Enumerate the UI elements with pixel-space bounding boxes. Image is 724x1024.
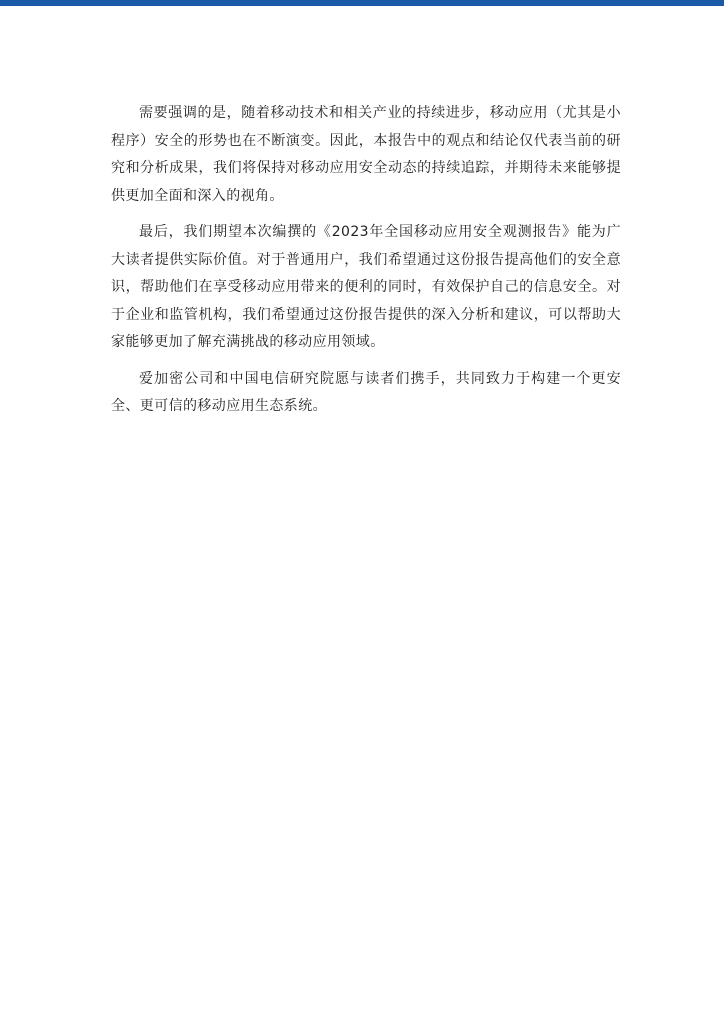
paragraph-emphasis: 需要强调的是，随着移动技术和相关产业的持续进步，移动应用（尤其是小程序）安全的形势也在不断演变。因此，本报告中的观点和结论仅代表当前的研究和分析成果，我们将保持对移动应用安全动态的持续追踪，并期待未来能够提供更加全面和深入的视角。	[111, 105, 621, 204]
document-body	[111, 100, 621, 430]
header-bar	[0, 0, 724, 6]
paragraph-expectation: 最后，我们期望本次编撰的《2023年全国移动应用安全观测报告》能为广大读者提供实际价值。对于普通用户，我们希望通过这份报告提高他们的安全意识，帮助他们在享受移动应用带来的便利的同时，有效保护自己的信息安全。对于企业和监管机构，我们希望通过这份报告提供的深入分析和建议，可以帮助大家能够更加了解充满挑战的移动应用领域。	[111, 224, 621, 350]
paragraph-closing: 爱加密公司和中国电信研究院愿与读者们携手，共同致力于构建一个更安全、更可信的移动应用生态系统。	[111, 370, 621, 414]
